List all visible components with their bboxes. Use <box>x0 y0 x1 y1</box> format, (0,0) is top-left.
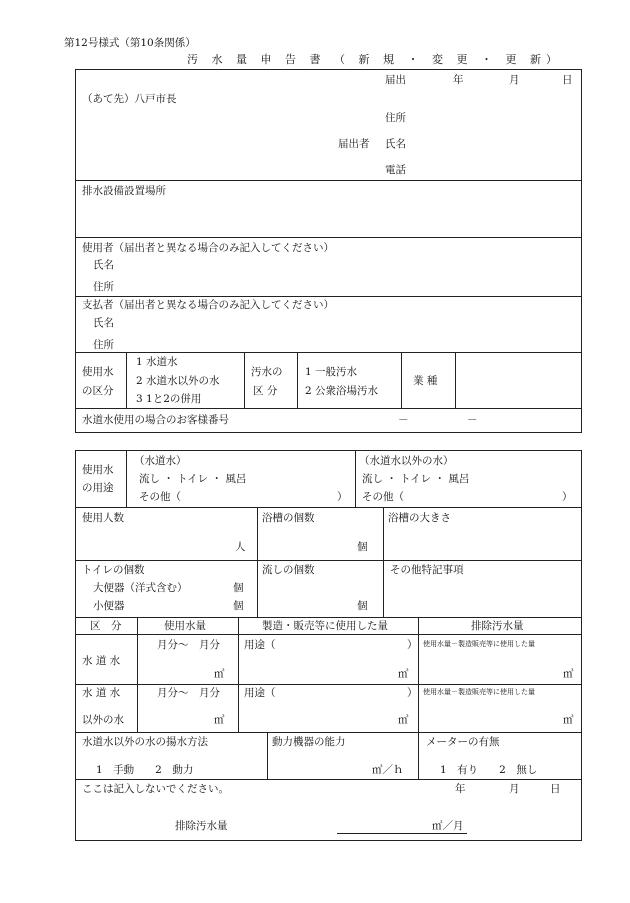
volume-row-nontap-mfg-unit: ㎥ <box>398 714 409 726</box>
toilet-large-label: 大便器（洋式含む） <box>93 582 188 594</box>
form-number: 第12号様式（第10条関係） <box>64 37 196 49</box>
volume-row-tap-waste-unit: ㎥ <box>563 668 574 680</box>
water-type-option-1: 1 水道水 <box>136 356 178 368</box>
people-count-label: 使用人数 <box>82 512 124 524</box>
people-count-unit: 人 <box>235 541 246 553</box>
volume-row-tap-unit: ㎥ <box>214 668 225 680</box>
tap-water-other: その他（ <box>139 491 181 503</box>
col-kubun: 区 分 <box>90 620 122 632</box>
usage-label-2: の用途 <box>82 482 114 494</box>
toilet-small-label: 小便器 <box>93 600 125 612</box>
applicant-name-label: 氏名 <box>385 138 406 150</box>
bath-count-label: 浴槽の個数 <box>262 512 315 524</box>
sewage-type-option-1: 1 一般汚水 <box>305 366 358 378</box>
toilet-small-unit: 個 <box>233 600 244 612</box>
sink-count-label: 流しの個数 <box>262 564 315 576</box>
volume-row-tap-purpose-close: ） <box>407 639 418 651</box>
facility-location-label: 排水設備設置場所 <box>82 185 166 197</box>
office-year: 年 <box>455 783 466 795</box>
nontap-water-other-close: ） <box>562 491 573 503</box>
addressee: （あて先）八戸市長 <box>82 93 177 105</box>
customer-number-dash-1: － <box>398 414 409 426</box>
pump-power-label: 動力機器の能力 <box>272 736 346 748</box>
tap-water-heading: （水道水） <box>134 455 187 467</box>
col-usage-volume: 使用水量 <box>164 620 206 632</box>
sewage-type-label-2: 区 分 <box>253 385 278 397</box>
office-waste-unit: ㎥／月 <box>432 820 464 832</box>
toilet-large-unit: 個 <box>233 582 244 594</box>
pump-power-unit: ㎥／ｈ <box>372 764 404 776</box>
date-year: 年 <box>453 74 464 86</box>
volume-row-nontap-purpose: 用途（ <box>244 687 276 699</box>
date-day: 日 <box>562 74 573 86</box>
water-type-option-2: 2 水道水以外の水 <box>136 375 220 387</box>
volume-row-nontap-label-1: 水 道 水 <box>82 687 121 699</box>
customer-number-label: 水道水使用の場合のお客様番号 <box>82 414 229 426</box>
sink-count-unit: 個 <box>357 600 368 612</box>
business-type-label: 業 種 <box>413 375 438 387</box>
applicant-phone-label: 電話 <box>385 164 406 176</box>
volume-row-tap-mfg-unit: ㎥ <box>398 668 409 680</box>
user-heading: 使用者（届出者と異なる場合のみ記入してください） <box>82 242 334 254</box>
payer-name-label: 氏名 <box>93 317 114 329</box>
water-type-option-3: 3 1と2の併用 <box>136 393 202 405</box>
meter-label: メーターの有無 <box>426 736 500 748</box>
office-month: 月 <box>509 783 520 795</box>
payer-heading: 支払者（届出者と異なる場合のみ記入してください） <box>82 299 334 311</box>
volume-row-nontap-unit: ㎥ <box>214 714 225 726</box>
nontap-water-heading: （水道水以外の水） <box>359 455 454 467</box>
nontap-water-other: その他（ <box>362 491 404 503</box>
pump-method-options: 1 手動 2 動力 <box>96 764 194 776</box>
tap-water-other-close: ） <box>337 491 348 503</box>
pump-method-label: 水道水以外の水の揚水方法 <box>82 736 208 748</box>
sewage-type-label-1: 汚水の <box>251 366 283 378</box>
volume-row-nontap-waste-unit: ㎥ <box>563 714 574 726</box>
office-waste-underline <box>337 833 467 834</box>
office-waste-label: 排除汚水量 <box>175 820 228 832</box>
office-day: 日 <box>550 783 561 795</box>
notes-label: その他特記事項 <box>390 564 464 576</box>
volume-row-nontap-purpose-close: ） <box>407 687 418 699</box>
volume-row-tap-formula: 使用水量－製造販売等に使用した量 <box>423 640 535 648</box>
col-waste-volume: 排除汚水量 <box>471 620 524 632</box>
date-label: 届出 <box>385 74 406 86</box>
user-name-label: 氏名 <box>93 259 114 271</box>
bath-size-label: 浴槽の大きさ <box>388 512 451 524</box>
volume-row-nontap-formula: 使用水量－製造販売等に使用した量 <box>423 688 535 696</box>
meter-options: 1 有り 2 無し <box>440 764 538 776</box>
volume-row-tap-purpose: 用途（ <box>244 639 276 651</box>
user-address-label: 住所 <box>93 281 114 293</box>
sewage-type-option-2: 2 公衆浴場汚水 <box>305 385 379 397</box>
tap-water-items: 流し ・ トイレ ・ 風呂 <box>139 473 247 485</box>
toilet-count-label: トイレの個数 <box>82 564 145 576</box>
nontap-water-items: 流し ・ トイレ ・ 風呂 <box>362 473 470 485</box>
date-month: 月 <box>509 74 520 86</box>
col-manufacturing-volume: 製造・販売等に使用した量 <box>262 620 388 632</box>
customer-number-dash-2: － <box>467 414 478 426</box>
applicant-address-label: 住所 <box>385 112 406 124</box>
bath-count-unit: 個 <box>357 541 368 553</box>
volume-row-tap-label: 水 道 水 <box>82 655 121 667</box>
volume-row-nontap-label-2: 以外の水 <box>82 714 124 726</box>
water-type-label-2: の区分 <box>82 385 114 397</box>
form-title: 汚 水 量 申 告 書 （ 新 規 ・ 変 更 ・ 更 新） <box>187 53 562 66</box>
notifier-label: 届出者 <box>338 138 370 150</box>
volume-row-nontap-period: 月分～ 月分 <box>157 687 220 699</box>
office-use-note: ここは記入しないでください。 <box>82 783 229 795</box>
volume-row-tap-period: 月分～ 月分 <box>157 639 220 651</box>
payer-address-label: 住所 <box>93 339 114 351</box>
usage-label-1: 使用水 <box>82 464 114 476</box>
water-type-label-1: 使用水 <box>82 366 114 378</box>
